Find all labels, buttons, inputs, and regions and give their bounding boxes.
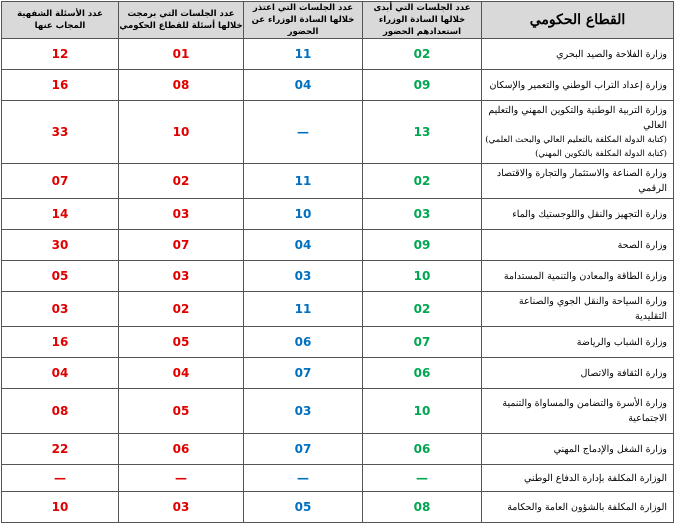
answered-cell: 12 xyxy=(2,39,119,70)
answered-cell: — xyxy=(2,465,119,492)
scheduled-cell: 07 xyxy=(119,230,244,261)
answered-column-header: عدد الأسئلة الشفهية المجاب عنها xyxy=(2,2,119,39)
attended-cell: — xyxy=(363,465,482,492)
scheduled-cell: 04 xyxy=(119,358,244,389)
answered-cell: 22 xyxy=(2,434,119,465)
excused-cell: 07 xyxy=(244,358,363,389)
scheduled-cell: 05 xyxy=(119,327,244,358)
attended-cell: 02 xyxy=(363,164,482,199)
answered-cell: 16 xyxy=(2,70,119,101)
sector-cell xyxy=(482,164,674,199)
table-row xyxy=(2,465,674,492)
header-row xyxy=(2,2,674,39)
excused-cell: 05 xyxy=(244,492,363,523)
scheduled-cell: 08 xyxy=(119,70,244,101)
answered-cell: 14 xyxy=(2,199,119,230)
excused-column-header: عدد الجلسات التي اعتذر خلالها السادة الوزراء عن الحضور xyxy=(244,2,363,39)
sector-name: وزارة التربية الوطنية والتكوين المهني والتعليم العالي xyxy=(488,105,667,131)
attended-cell: 02 xyxy=(363,39,482,70)
scheduled-cell: 05 xyxy=(119,389,244,434)
attended-cell: 02 xyxy=(363,292,482,327)
sessions-table xyxy=(1,1,674,523)
table-row xyxy=(2,101,674,164)
answered-cell: 08 xyxy=(2,389,119,434)
attended-cell: 13 xyxy=(363,101,482,164)
answered-cell: 10 xyxy=(2,492,119,523)
sector-cell xyxy=(482,292,674,327)
sector-name: وزارة الطاقة والمعادن والتنمية المستدامة xyxy=(503,270,667,282)
answered-cell: 04 xyxy=(2,358,119,389)
sector-name: وزارة الفلاحة والصيد البحري xyxy=(556,48,667,60)
excused-cell: 11 xyxy=(244,39,363,70)
attended-cell: 06 xyxy=(363,358,482,389)
answered-cell: 03 xyxy=(2,292,119,327)
sector-cell xyxy=(482,389,674,434)
sector-cell xyxy=(482,230,674,261)
scheduled-cell: 03 xyxy=(119,199,244,230)
excused-cell: — xyxy=(244,101,363,164)
sector-cell xyxy=(482,492,674,523)
sector-subtitle: (كتابة الدولة المكلفة بالتعليم العالي والبحث العلمي) xyxy=(485,135,667,145)
answered-cell: 16 xyxy=(2,327,119,358)
excused-cell: 11 xyxy=(244,164,363,199)
table-row xyxy=(2,164,674,199)
sector-name: وزارة الأسرة والتضامن والمساواة والتنمية الاجتماعية xyxy=(502,398,667,424)
sector-name: وزارة السياحة والنقل الجوي والصناعة التقليدية xyxy=(518,296,667,322)
scheduled-cell: 02 xyxy=(119,164,244,199)
scheduled-cell: 03 xyxy=(119,261,244,292)
sector-cell xyxy=(482,199,674,230)
excused-cell: 11 xyxy=(244,292,363,327)
attended-cell: 10 xyxy=(363,261,482,292)
attended-cell: 08 xyxy=(363,492,482,523)
attended-cell: 07 xyxy=(363,327,482,358)
answered-cell: 05 xyxy=(2,261,119,292)
table-row xyxy=(2,199,674,230)
sector-name: وزارة الثقافة والاتصال xyxy=(580,367,667,379)
scheduled-cell: 10 xyxy=(119,101,244,164)
sector-subtitle: (كتابة الدولة المكلفة بالتكوين المهني) xyxy=(535,149,667,159)
excused-cell: 04 xyxy=(244,230,363,261)
scheduled-cell: 01 xyxy=(119,39,244,70)
attended-cell: 06 xyxy=(363,434,482,465)
sector-name: الوزارة المكلفة بإدارة الدفاع الوطني xyxy=(523,472,667,484)
table-row xyxy=(2,70,674,101)
sector-name: وزارة الشغل والإدماج المهني xyxy=(553,443,667,455)
sector-name: وزارة إعداد التراب الوطني والتعمير والإسكان xyxy=(489,79,667,91)
sector-cell xyxy=(482,261,674,292)
attended-cell: 03 xyxy=(363,199,482,230)
scheduled-cell: 03 xyxy=(119,492,244,523)
sector-cell xyxy=(482,434,674,465)
sector-cell xyxy=(482,70,674,101)
attended-cell: 10 xyxy=(363,389,482,434)
sector-column-header: القطاع الحكومي xyxy=(482,2,674,39)
attended-column-header: عدد الجلسات التي أبدى خلالها السادة الوزراء استعدادهم الحضور xyxy=(363,2,482,39)
sector-cell xyxy=(482,101,674,164)
sector-cell xyxy=(482,39,674,70)
sector-name: وزارة الصحة xyxy=(617,239,667,251)
answered-cell: 30 xyxy=(2,230,119,261)
sector-cell xyxy=(482,358,674,389)
sector-name: وزارة التجهيز والنقل واللوجستيك والماء xyxy=(512,208,667,220)
attended-cell: 09 xyxy=(363,70,482,101)
answered-cell: 33 xyxy=(2,101,119,164)
table-row xyxy=(2,39,674,70)
sector-name: وزارة الصناعة والاستثمار والتجارة والاقتصاد الرقمي xyxy=(496,168,667,194)
sector-cell xyxy=(482,327,674,358)
attended-cell: 09 xyxy=(363,230,482,261)
excused-cell: 03 xyxy=(244,389,363,434)
scheduled-column-header: عدد الجلسات التي برمجت خلالها أسئلة للقطاع الحكومي xyxy=(119,2,244,39)
excused-cell: 10 xyxy=(244,199,363,230)
excused-cell: 03 xyxy=(244,261,363,292)
table-row xyxy=(2,230,674,261)
table-row xyxy=(2,434,674,465)
table-row xyxy=(2,292,674,327)
answered-cell: 07 xyxy=(2,164,119,199)
table-row xyxy=(2,261,674,292)
excused-cell: 04 xyxy=(244,70,363,101)
scheduled-cell: — xyxy=(119,465,244,492)
table-row xyxy=(2,358,674,389)
excused-cell: — xyxy=(244,465,363,492)
scheduled-cell: 02 xyxy=(119,292,244,327)
sector-name: الوزارة المكلفة بالشؤون العامة والحكامة xyxy=(507,501,667,513)
table-row xyxy=(2,327,674,358)
excused-cell: 07 xyxy=(244,434,363,465)
table-row xyxy=(2,389,674,434)
table-row xyxy=(2,492,674,523)
sector-cell xyxy=(482,465,674,492)
sector-name: وزارة الشباب والرياضة xyxy=(576,336,667,348)
excused-cell: 06 xyxy=(244,327,363,358)
scheduled-cell: 06 xyxy=(119,434,244,465)
